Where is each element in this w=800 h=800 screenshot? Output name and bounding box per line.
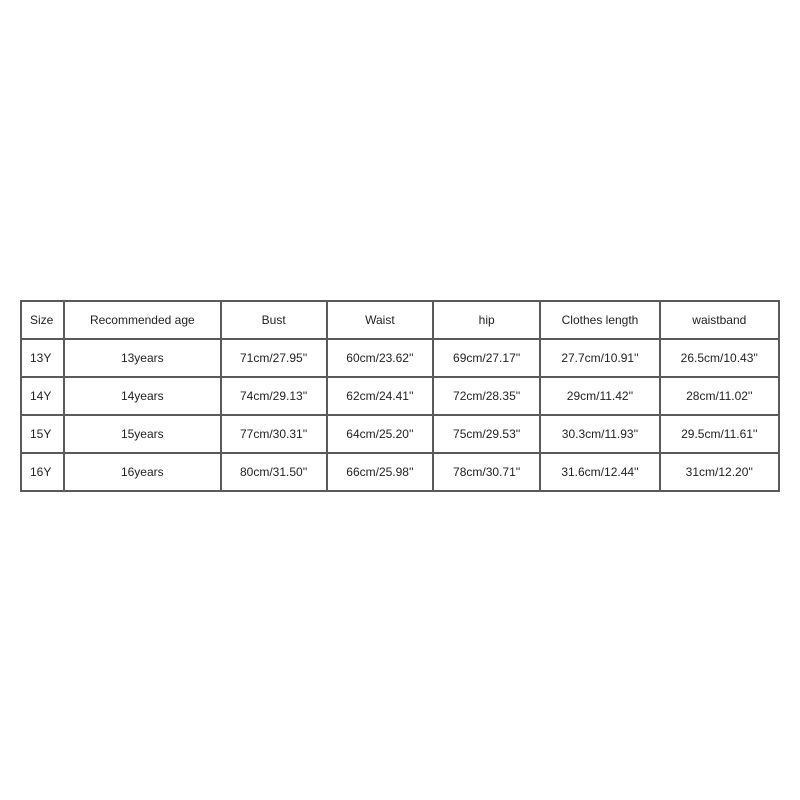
size-chart-table — [20, 300, 780, 492]
cell-recommended-age: 15years — [64, 415, 220, 453]
cell-bust: 77cm/30.31'' — [221, 415, 327, 453]
header-hip: hip — [433, 301, 540, 339]
cell-bust: 80cm/31.50'' — [221, 453, 327, 491]
header-recommended-age: Recommended age — [64, 301, 220, 339]
table-row — [21, 377, 779, 415]
cell-size: 16Y — [21, 453, 64, 491]
cell-recommended-age: 16years — [64, 453, 220, 491]
cell-size: 13Y — [21, 339, 64, 377]
cell-waist: 60cm/23.62'' — [327, 339, 433, 377]
cell-hip: 78cm/30.71'' — [433, 453, 540, 491]
cell-clothes-length: 31.6cm/12.44'' — [540, 453, 659, 491]
cell-waist: 62cm/24.41'' — [327, 377, 433, 415]
header-clothes-length: Clothes length — [540, 301, 659, 339]
header-size: Size — [21, 301, 64, 339]
cell-hip: 72cm/28.35'' — [433, 377, 540, 415]
header-bust: Bust — [221, 301, 327, 339]
header-waist: Waist — [327, 301, 433, 339]
cell-recommended-age: 13years — [64, 339, 220, 377]
cell-clothes-length: 27.7cm/10.91'' — [540, 339, 659, 377]
cell-hip: 75cm/29.53'' — [433, 415, 540, 453]
cell-size: 15Y — [21, 415, 64, 453]
cell-bust: 74cm/29.13'' — [221, 377, 327, 415]
cell-waistband: 26.5cm/10.43'' — [660, 339, 779, 377]
cell-recommended-age: 14years — [64, 377, 220, 415]
table-row — [21, 453, 779, 491]
cell-bust: 71cm/27.95'' — [221, 339, 327, 377]
cell-clothes-length: 29cm/11.42'' — [540, 377, 659, 415]
table-row — [21, 415, 779, 453]
cell-clothes-length: 30.3cm/11.93'' — [540, 415, 659, 453]
cell-waist: 66cm/25.98'' — [327, 453, 433, 491]
table-row — [21, 339, 779, 377]
cell-waist: 64cm/25.20'' — [327, 415, 433, 453]
cell-waistband: 28cm/11.02'' — [660, 377, 779, 415]
table-header-row — [21, 301, 779, 339]
cell-size: 14Y — [21, 377, 64, 415]
header-waistband: waistband — [660, 301, 779, 339]
cell-waistband: 29.5cm/11.61'' — [660, 415, 779, 453]
cell-hip: 69cm/27.17'' — [433, 339, 540, 377]
cell-waistband: 31cm/12.20'' — [660, 453, 779, 491]
